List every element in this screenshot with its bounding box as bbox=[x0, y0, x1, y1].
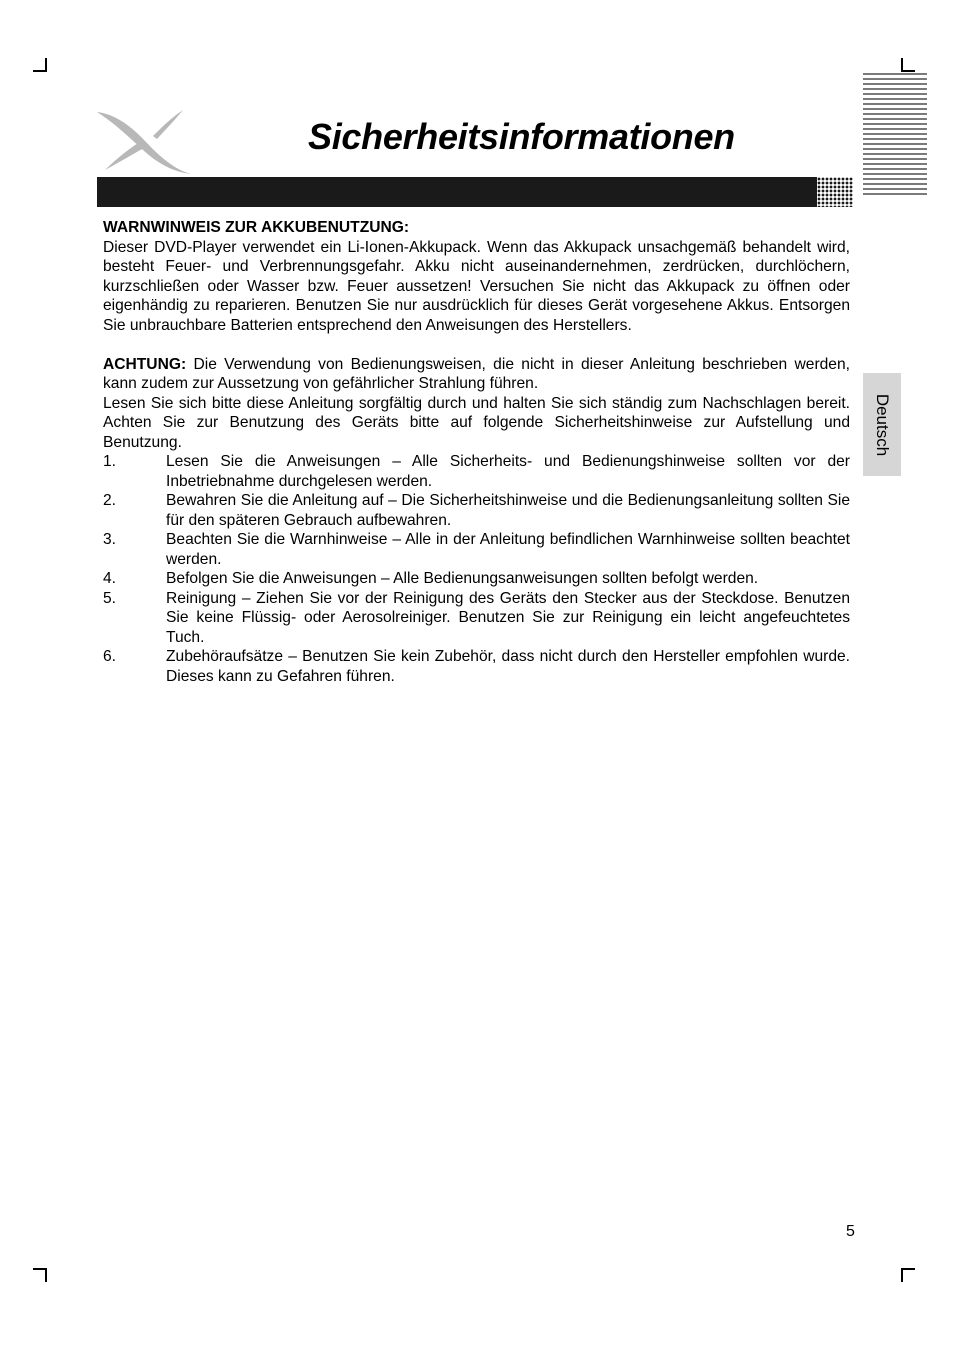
page-title: Sicherheitsinformationen bbox=[308, 116, 735, 157]
list-item-text: Reinigung – Ziehen Sie vor der Reinigung des Geräts den Stecker aus der Steckdose. Benutzen Sie keine Flüssig- oder Aerosolreiniger. Benutzen Sie zur Reinigung ein leicht angefeuchtetes Tuch. bbox=[166, 589, 850, 646]
list-item-text: Befolgen Sie die Anweisungen – Alle Bedienungsanweisungen sollten befolgt werden. bbox=[166, 570, 759, 587]
list-item-text: Bewahren Sie die Anleitung auf – Die Sicherheitshinweise und die Bedienungsanleitung sollten Sie für den späteren Gebrauch aufbewahren. bbox=[166, 492, 850, 529]
instructions-list bbox=[103, 452, 850, 686]
caution-label: ACHTUNG: bbox=[103, 355, 187, 373]
battery-warning-heading: WARNWINWEIS ZUR AKKUBENUTZUNG: bbox=[103, 219, 410, 236]
language-tab bbox=[863, 373, 901, 476]
crop-mark-top-left bbox=[33, 58, 47, 72]
language-tab-label: Deutsch bbox=[873, 393, 892, 456]
caution-text: Die Verwendung von Bedienungsweisen, die nicht in dieser Anleitung beschrieben werden, kann zudem zur Aussetzung von gefährlicher Strahlung führen. bbox=[103, 355, 850, 392]
list-item bbox=[103, 491, 850, 530]
header-bar bbox=[97, 177, 853, 207]
list-item-number: 1. bbox=[103, 453, 117, 470]
list-item-number: 5. bbox=[103, 589, 117, 607]
crop-mark-bottom-right bbox=[901, 1268, 915, 1282]
decorative-stripes bbox=[863, 73, 927, 201]
list-item bbox=[103, 569, 850, 589]
list-item-text: Beachten Sie die Warnhinweise – Alle in der Anleitung befindlichen Warnhinweise sollten beachtet werden. bbox=[166, 531, 850, 568]
list-item-number: 6. bbox=[103, 648, 117, 665]
battery-warning-text: Dieser DVD-Player verwendet ein Li-Ionen-Akkupack. Wenn das Akkupack unsachgemäß behandelt wird, besteht Feuer- und Verbrennungsgefahr. Akku nicht auseinandernehmen, zerdrücken, durchlöchern, kurzschließen oder Wasser bzw. Feuer aussetzen! Versuchen Sie nicht das Akkupack zu öffnen oder eigenhändig zu reparieren. Benutzen Sie nur ausdrücklich für dieses Gerät vorgesehene Akkus. Entsorgen Sie unbrauchbare Batterien entsprechend den Anweisungen des Herstellers. bbox=[103, 238, 850, 334]
crop-mark-top-right bbox=[901, 58, 915, 72]
list-item bbox=[103, 589, 850, 648]
list-item-number: 3. bbox=[103, 531, 117, 548]
header-bar-dot-pattern bbox=[817, 177, 853, 207]
instructions-intro: Lesen Sie sich bitte diese Anleitung sorgfältig durch und halten Sie sich ständig zum Nachschlagen bereit. Achten Sie zur Benutzung des Geräts bitte auf folgende Sicherheitshinweise zur Aufstellung und Benutzung. bbox=[103, 394, 850, 451]
list-item bbox=[103, 452, 850, 491]
main-content bbox=[103, 218, 850, 686]
brand-x-logo bbox=[95, 108, 195, 178]
crop-mark-bottom-left bbox=[33, 1268, 47, 1282]
list-item-number: 2. bbox=[103, 492, 117, 509]
list-item-text: Zubehöraufsätze – Benutzen Sie kein Zubehör, dass nicht durch den Hersteller empfohlen wurde. Dieses kann zu Gefahren führen. bbox=[166, 648, 850, 685]
list-item bbox=[103, 647, 850, 686]
list-item-number: 4. bbox=[103, 570, 117, 587]
list-item-text: Lesen Sie die Anweisungen – Alle Sicherheits- und Bedienungshinweise sollten vor der Inbetriebnahme durchgelesen werden. bbox=[166, 453, 850, 490]
page-number: 5 bbox=[846, 1223, 855, 1240]
caution-paragraph bbox=[103, 355, 850, 394]
list-item bbox=[103, 530, 850, 569]
